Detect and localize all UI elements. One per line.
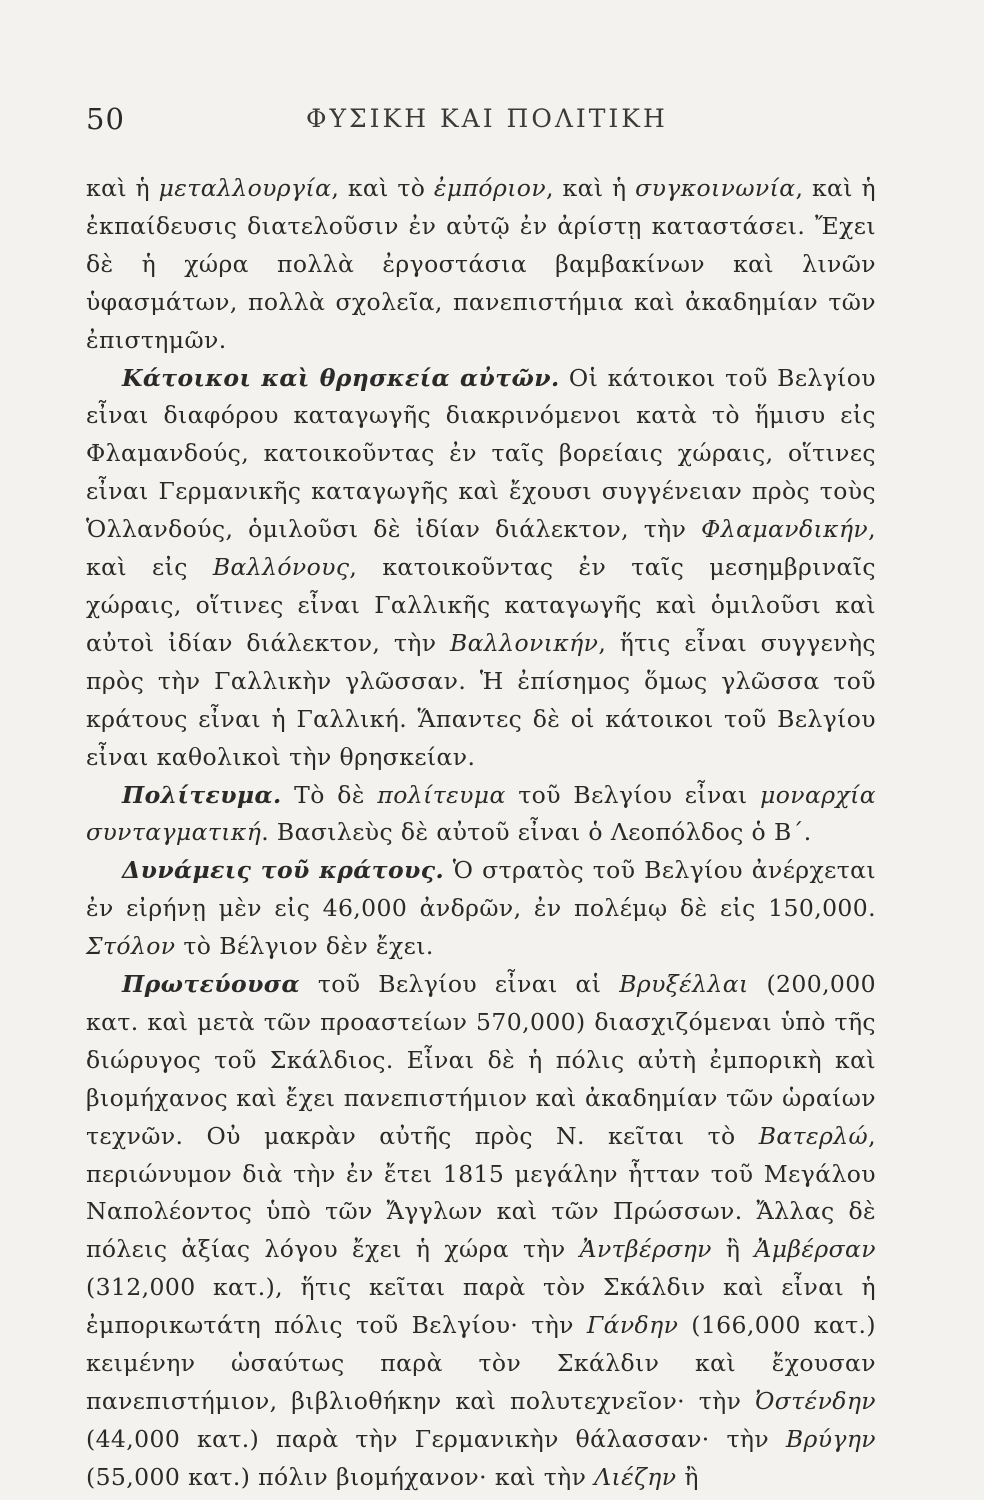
italic-term: συγκοινωνία [635, 174, 796, 202]
italic-term: Βρύγην [785, 1424, 876, 1453]
text-run: , καὶ ἡ ἐκπαίδευσις διατελοῦσιν ἐν αὐτῷ ἐν ἀρίστῃ καταστάσει. Ἔχει δὲ ἡ χώρα πολλὰ ἐργοστάσια βαμβακίνων καὶ λινῶν ὑφασμάτων, πολλὰ σχολεῖα, πανεπιστήμια καὶ ἀκαδημίαν τῶν ἐπιστημῶν. [86, 174, 876, 354]
section-heading-polity: Πολίτευμα. [122, 780, 282, 809]
text-run: , περιώνυμον διὰ τὴν ἐν ἔτει 1815 μεγάλην ἧτταν τοῦ Μεγάλου Ναπολέοντος ὑπὸ τῶν Ἄγγλων καὶ τῶν Πρώσσων. Ἄλλας δὲ πόλεις ἀξίας λόγου ἔχει ἡ χώρα τὴν [86, 1121, 876, 1264]
italic-term: ἐμπόριον [433, 174, 547, 202]
text-run: , καὶ ἡ [546, 174, 636, 202]
text-run: ἢ [711, 1235, 755, 1264]
text-run: , καὶ τὸ [331, 174, 434, 202]
page-number: 50 [86, 102, 125, 136]
text-run: , καὶ εἰς [86, 515, 876, 582]
text-run: τοῦ Βελγίου εἶναι αἱ [300, 970, 620, 999]
italic-term: μεταλλουργία [158, 174, 332, 202]
italic-term: Στόλον [86, 932, 176, 961]
section-heading-forces: Δυνάμεις τοῦ κράτους. [122, 856, 445, 885]
body-text [86, 170, 876, 1497]
italic-term: Ἀντβέρσην [579, 1235, 712, 1264]
text-run: , ἥτις εἶναι συγγενὴς πρὸς τὴν Γαλλικὴν γλῶσσαν. Ἡ ἐπίσημος ὅμως γλῶσσα τοῦ κράτους εἶναι ἡ Γαλλική. Ἅπαντες δὲ οἱ κάτοικοι τοῦ Βελγίου εἶναι καθολικοὶ τὴν θρησκείαν. [86, 628, 876, 771]
italic-term: Γάνδην [586, 1311, 679, 1340]
text-run: (44,000 κατ.) παρὰ τὴν Γερμανικὴν θάλασσαν· τὴν [86, 1424, 786, 1453]
italic-term: Ἀμβέρσαν [754, 1235, 876, 1264]
text-run: Τὸ δὲ [281, 780, 378, 809]
text-run: τοῦ Βελγίου εἶναι [505, 780, 761, 809]
italic-term: Βατερλώ [758, 1121, 869, 1150]
running-title: ΦΥΣΙΚΗ ΚΑΙ ΠΟΛΙΤΙΚΗ [306, 104, 668, 133]
text-run: καὶ ἡ [86, 174, 159, 202]
paragraph-polity [86, 777, 876, 853]
italic-term: μοναρχία συνταγματική [86, 780, 876, 847]
text-run: τὸ Βέλγιον δὲν ἔχει. [175, 932, 434, 961]
text-run: Ὁ στρατὸς τοῦ Βελγίου ἀνέρχεται ἐν εἰρήνῃ μὲν εἰς 46,000 ἀνδρῶν, ἐν πολέμῳ δὲ εἰς 150,000. [86, 856, 876, 923]
paragraph-industry [86, 170, 876, 360]
text-run: (55,000 κατ.) πόλιν βιομήχανον· καὶ τὴν [86, 1462, 595, 1491]
page-header [86, 96, 876, 146]
italic-term: Βαλλόνους [212, 553, 350, 582]
text-run: . Βασιλεὺς δὲ αὐτοῦ εἶναι ὁ Λεοπόλδος ὁ Β΄. [261, 818, 812, 847]
text-run: , κατοικοῦντας ἐν ταῖς μεσημβριναῖς χώραις, οἵτινες εἶναι Γαλλικῆς καταγωγῆς καὶ ὁμιλοῦσι καὶ αὐτοὶ ἰδίαν διάλεκτον, τὴν [86, 553, 876, 657]
italic-term: Βρυξέλλαι [619, 970, 749, 999]
italic-term: Ὀστένδην [755, 1387, 876, 1415]
italic-term: Λιέζην [594, 1462, 677, 1491]
text-run: Οἱ κάτοικοι τοῦ Βελγίου εἶναι διαφόρου καταγωγῆς διακρινόμενοι κατὰ τὸ ἥμισυ εἰς Φλαμανδούς, κατοικοῦντας ἐν ταῖς βορείαις χώραις, οἵτινες εἶναι Γερμανικῆς καταγωγῆς καὶ ἔχουσι συγγένειαν πρὸς τοὺς Ὁλλανδούς, ὁμιλοῦσι δὲ ἰδίαν διάλεκτον, τὴν [86, 363, 876, 544]
paragraph-capital [86, 966, 876, 1497]
italic-term: πολίτευμα [377, 780, 506, 809]
paragraph-inhabitants [86, 360, 876, 777]
text-run: (166,000 κατ.) κειμένην ὡσαύτως παρὰ τὸν Σκάλδιν καὶ ἔχουσαν πανεπιστήμιον, βιβλιοθήκην καὶ πολυτεχνεῖον· τὴν [86, 1311, 876, 1415]
book-page [86, 96, 876, 1491]
paragraph-forces [86, 852, 876, 966]
section-heading-capital: Πρωτεύουσα [122, 970, 301, 999]
text-run: ἢ [676, 1462, 699, 1491]
italic-term: Φλαμανδικήν [701, 515, 869, 544]
text-run: (200,000 κατ. καὶ μετὰ τῶν προαστείων 570,000) διασχιζόμεναι ὑπὸ τῆς διώρυγος τοῦ Σκάλδιος. Εἶναι δὲ ἡ πόλις αὐτὴ ἐμπορικὴ καὶ βιομήχανος καὶ ἔχει πανεπιστήμιον καὶ ἀκαδημίαν τῶν ὡραίων τεχνῶν. Οὐ μακρὰν αὐτῆς πρὸς Ν. κεῖται τὸ [86, 970, 876, 1150]
section-heading-inhabitants: Κάτοικοι καὶ θρησκεία αὐτῶν. [122, 363, 560, 392]
italic-term: Βαλλονικήν [449, 628, 599, 657]
text-run: (312,000 κατ.), ἥτις κεῖται παρὰ τὸν Σκάλδιν καὶ εἶναι ἡ ἐμπορικωτάτη πόλις τοῦ Βελγίου· τὴν [86, 1273, 876, 1340]
